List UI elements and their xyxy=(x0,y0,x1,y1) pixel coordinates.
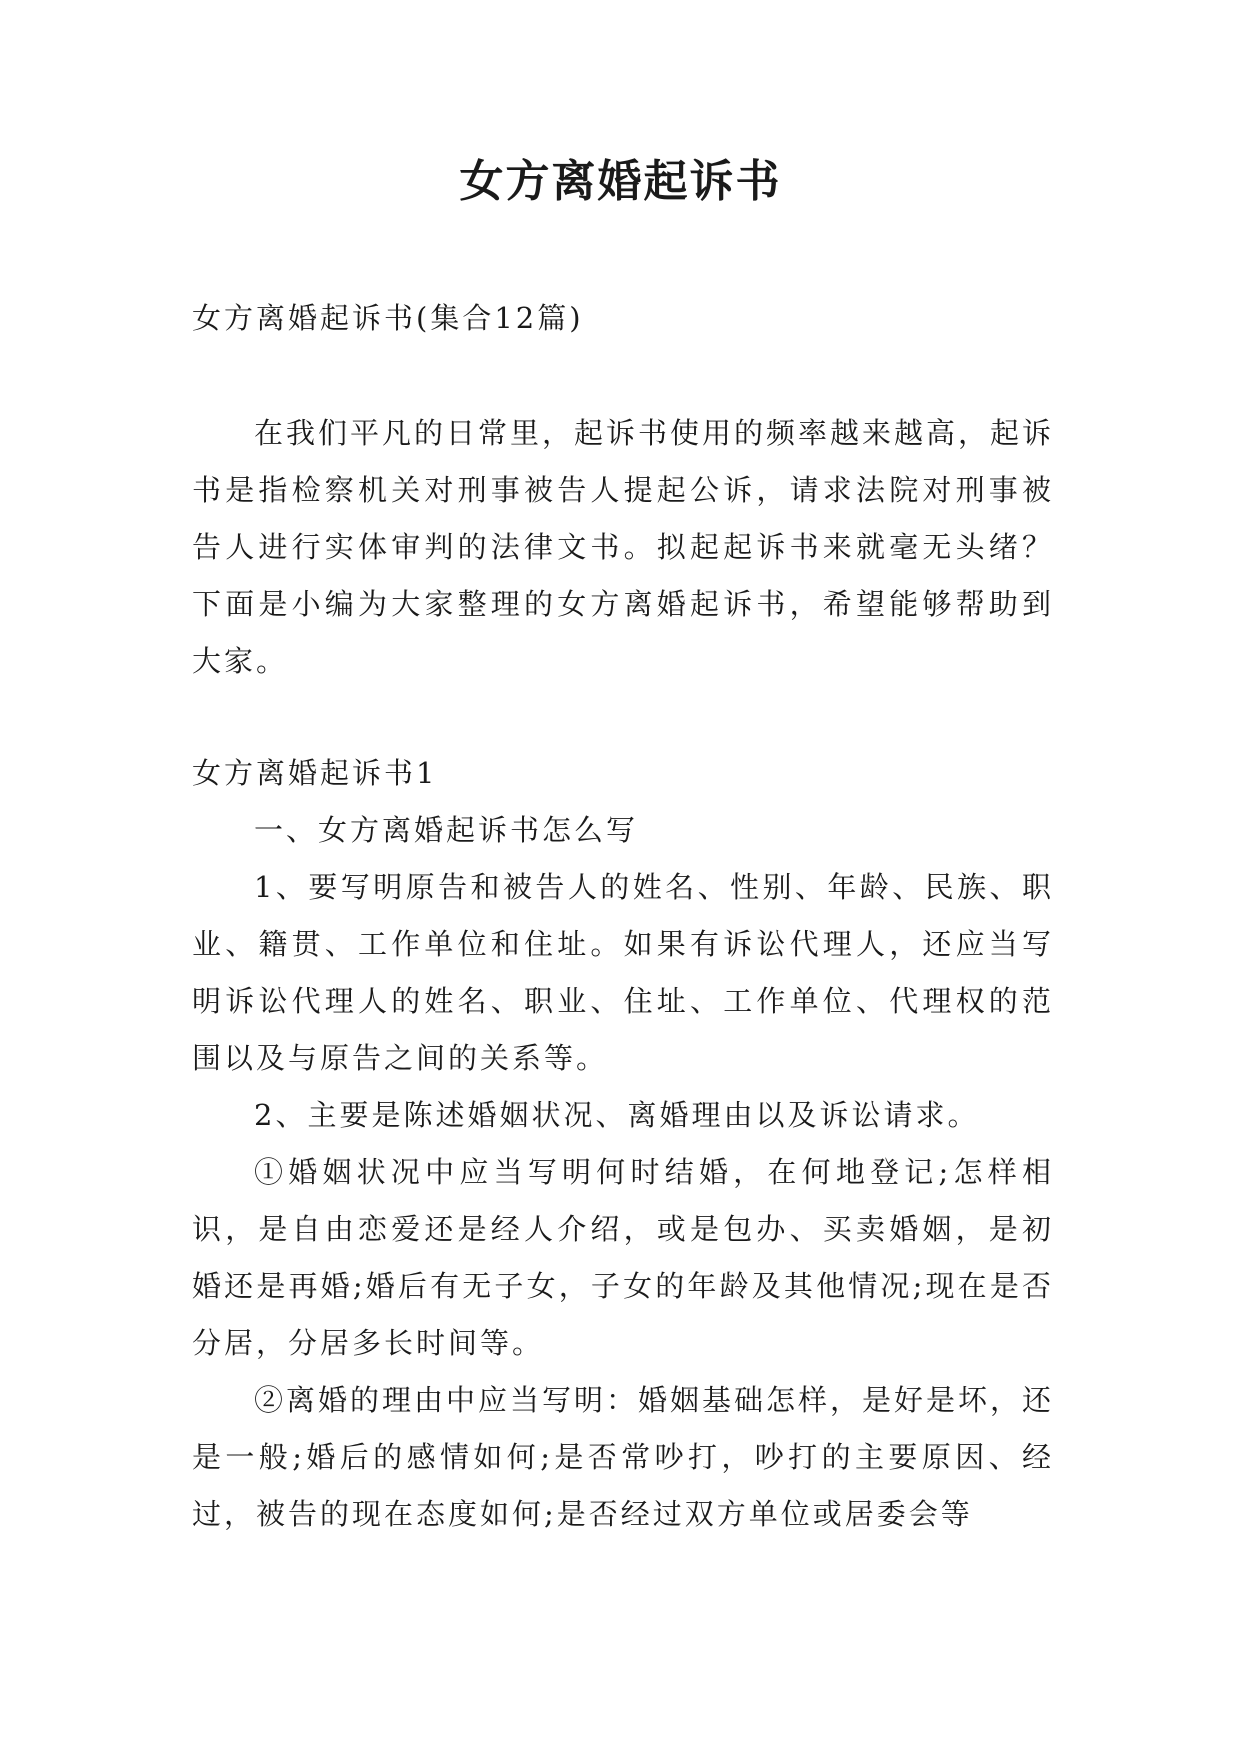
document-title: 女方离婚起诉书 xyxy=(459,156,782,207)
section-heading: 一、女方离婚起诉书怎么写 xyxy=(254,813,639,847)
document-subtitle: 女方离婚起诉书(集合12篇) xyxy=(192,301,584,335)
section-title: 女方离婚起诉书1 xyxy=(192,756,438,790)
intro-paragraph: 在我们平凡的日常里，起诉书使用的频率越来越高，起诉书是指检察机关对刑事被告人提起公诉，请求法院对刑事被告人进行实体审判的法律文书。拟起起诉书来就毫无头绪？下面是小编为大家整理的女方离婚起诉书，希望能够帮助到大家。 xyxy=(192,416,1055,678)
paragraph-item-2b: ②离婚的理由中应当写明：婚姻基础怎样，是好是坏，还是一般;婚后的感情如何;是否常吵打，吵打的主要原因、经过，被告的现在态度如何;是否经过双方单位或居委会等 xyxy=(192,1383,1055,1531)
paragraph-item-2a: ①婚姻状况中应当写明何时结婚，在何地登记;怎样相识，是自由恋爱还是经人介绍，或是包办、买卖婚姻，是初婚还是再婚;婚后有无子女，子女的年龄及其他情况;现在是否分居，分居多长时间等。 xyxy=(192,1155,1054,1360)
paragraph-item-2: 2、主要是陈述婚姻状况、离婚理由以及诉讼请求。 xyxy=(254,1098,980,1132)
paragraph-item-1: 1、要写明原告和被告人的姓名、性别、年龄、民族、职业、籍贯、工作单位和住址。如果有诉讼代理人，还应当写明诉讼代理人的姓名、职业、住址、工作单位、代理权的范围以及与原告之间的关系等。 xyxy=(192,870,1054,1075)
